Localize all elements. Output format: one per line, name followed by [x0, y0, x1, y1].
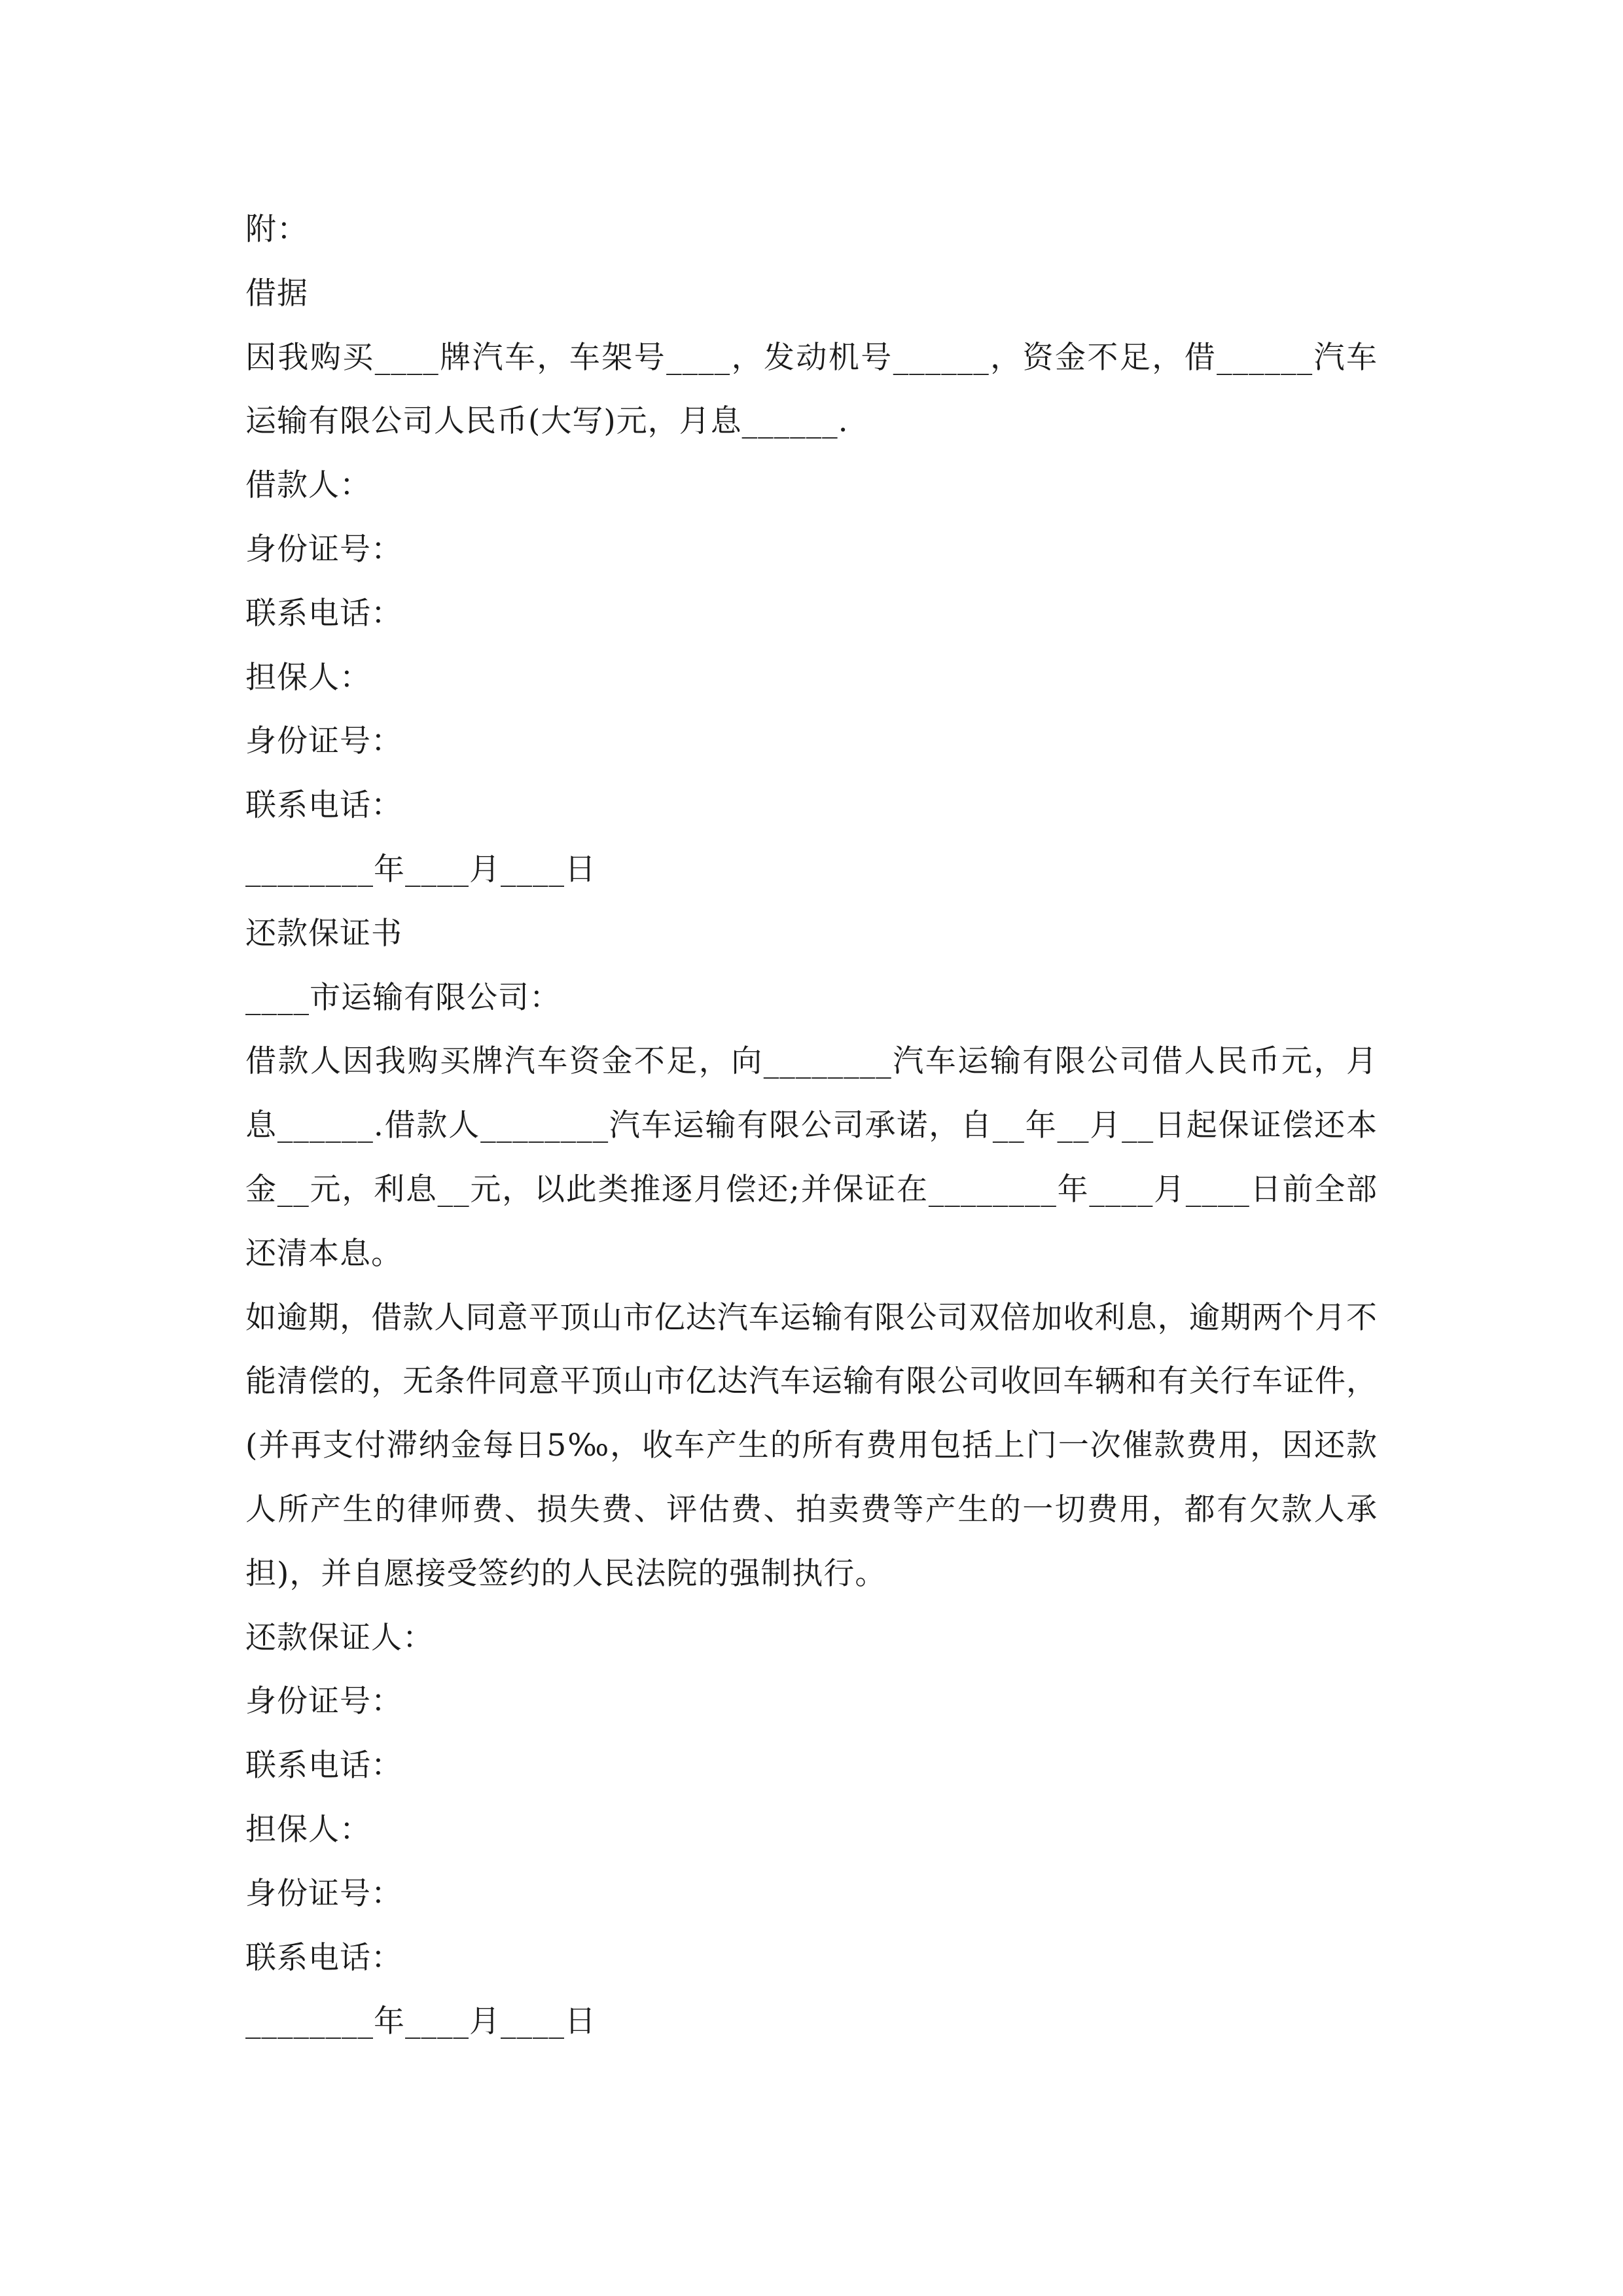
- pledge-guarantor-field: 担保人：: [245, 1811, 371, 1848]
- pledge-repay-id-field: 身份证号：: [245, 1683, 402, 1720]
- iou-guarantor-field: 担保人：: [245, 659, 371, 696]
- pledge-title: 还款保证书: [245, 915, 402, 952]
- pledge-body-paragraph-2: 如逾期，借款人同意平顶山市亿达汽车运输有限公司双倍加收利息，逾期两个月不能清偿的，无条件同意平顶山市亿达汽车运输有限公司收回车辆和有关行车证件，(并再支付滞纳金每日5‰，收车产生的所有费用包括上门一次催款费用，因还款人所产生的律师费、损失费、评估费、拍卖费等产生的一切费用，都有欠款人承担)，并自愿接受签约的人民法院的强制执行。: [245, 1299, 1378, 1592]
- iou-borrower-field: 借款人：: [245, 467, 371, 504]
- pledge-guarantor-phone-field: 联系电话：: [245, 1939, 402, 1976]
- pledge-date-field: ________年____月____日: [245, 2003, 596, 2040]
- pledge-repay-guarantor-field: 还款保证人：: [245, 1619, 434, 1656]
- document-page: [245, 198, 1378, 2054]
- pledge-body-paragraph-1: 借款人因我购买牌汽车资金不足，向________汽车运输有限公司借人民币元，月息______.借款人________汽车运输有限公司承诺，自__年__月__日起保证偿还本金__元，利息__元，以此类推逐月偿还;并保证在________年____月____日前全部还清本息。: [245, 1043, 1378, 1272]
- pledge-guarantor-id-field: 身份证号：: [245, 1875, 402, 1912]
- iou-guarantor-phone-field: 联系电话：: [245, 787, 402, 824]
- iou-body: 因我购买____牌汽车，车架号____，发动机号______，资金不足，借______汽车运输有限公司人民币(大写)元，月息______.: [245, 339, 1378, 440]
- iou-date-field: ________年____月____日: [245, 851, 596, 888]
- pledge-addressee: ____市运输有限公司：: [245, 979, 561, 1016]
- iou-title: 借据: [245, 275, 308, 312]
- pledge-repay-phone-field: 联系电话：: [245, 1748, 402, 1784]
- iou-borrower-phone-field: 联系电话：: [245, 595, 402, 632]
- iou-borrower-id-field: 身份证号：: [245, 531, 402, 567]
- iou-guarantor-id-field: 身份证号：: [245, 723, 402, 760]
- appendix-label: 附：: [245, 211, 308, 247]
